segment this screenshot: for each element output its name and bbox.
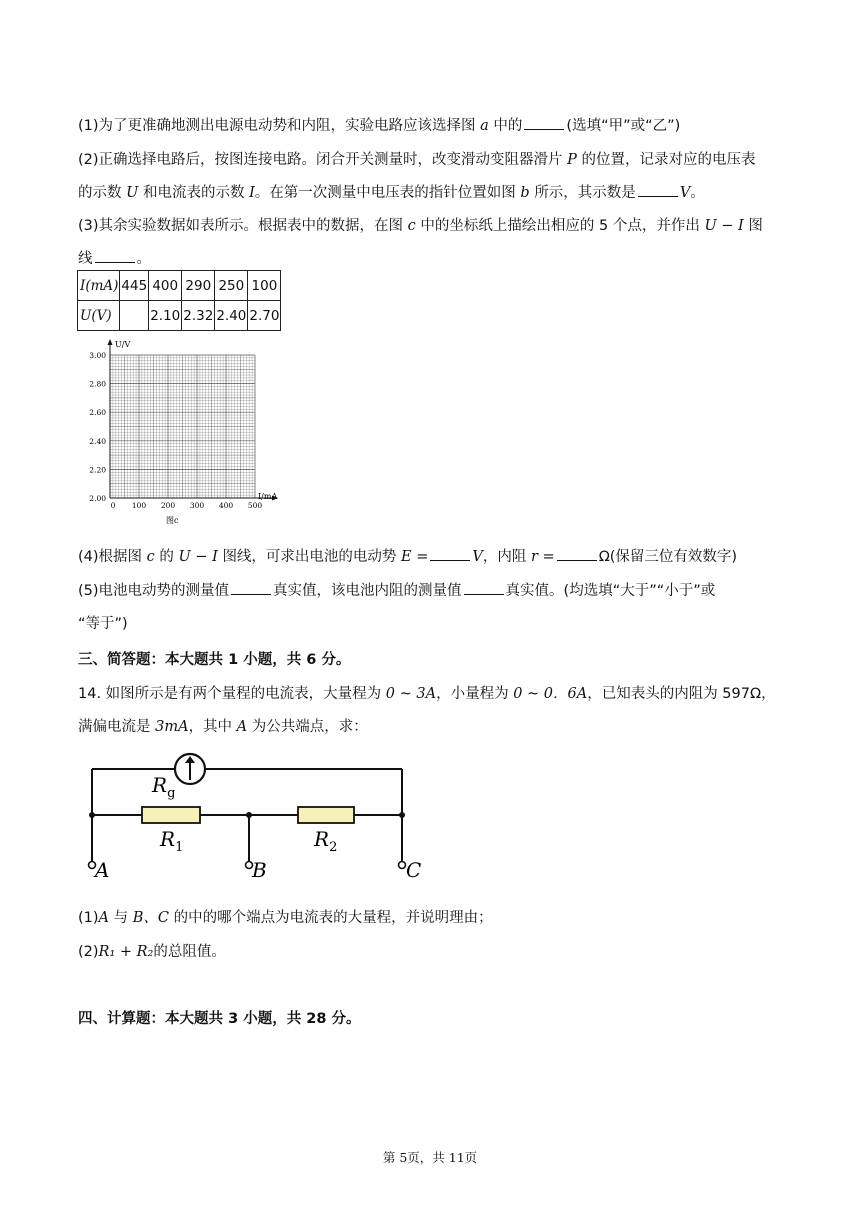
label-terminal-c: C (406, 858, 422, 882)
x-tick-label: 300 (189, 501, 205, 510)
y-axis-arrow (108, 339, 113, 345)
q13-part3-line1: (3)其余实验数据如表所示。根据表中的数据，在图 c 中的坐标纸上描绘出相应的 5 个点，并作出 U − I 图 (78, 218, 763, 234)
label-terminal-b: B (252, 858, 267, 882)
x-axis-label: I/mA (258, 492, 278, 501)
y-tick-label: 2.00 (89, 494, 106, 503)
q14-line1: 14. 如图所示是有两个量程的电流表，大量程为 0 ~ 3A，小量程为 0 ~ 0．6A，已知表头的内阻为 597Ω， (78, 686, 776, 702)
answer-blank[interactable] (557, 559, 597, 561)
table-header-I: I(mA) (78, 271, 120, 301)
q13-part2-line1: (2)正确选择电路后，按图连接电路。闭合开关测量时，改变滑动变阻器滑片 P 的位置，记录对应的电压表 (78, 152, 756, 168)
table-row (78, 301, 281, 331)
table-row (78, 271, 281, 301)
table-cell: 2.40 (215, 301, 248, 331)
table-cell: 400 (149, 271, 182, 301)
chart-axes (108, 339, 279, 501)
table-cell: 2.32 (182, 301, 215, 331)
var-a: a (480, 118, 489, 134)
y-tick-label: 2.20 (89, 465, 106, 475)
answer-blank[interactable] (638, 195, 678, 197)
label-rg: $R_g$ (152, 773, 176, 801)
y-axis-label: U/V (115, 340, 131, 349)
junction-dot (246, 812, 252, 818)
q13-part5-line2: “等于”) (78, 616, 128, 632)
circuit-diagram (80, 750, 430, 885)
y-tick-label: 2.60 (89, 408, 106, 418)
junction-dot (399, 812, 405, 818)
q14-sub2: (2)R₁ + R₂的总阻值。 (78, 944, 226, 960)
data-table (77, 270, 281, 331)
x-tick-label: 0 (110, 501, 116, 510)
chart-grid (110, 355, 255, 498)
section3-heading: 三、简答题：本大题共 1 小题，共 6 分。 (78, 652, 351, 668)
resistor-r2 (298, 807, 354, 823)
table-cell: 2.70 (248, 301, 281, 331)
q14-line2: 满偏电流是 3mA，其中 A 为公共端点，求： (78, 719, 368, 735)
answer-blank[interactable] (524, 128, 564, 130)
resistor-r1 (142, 807, 200, 823)
label-r2: $R_2$ (314, 827, 338, 855)
x-tick-label: 500 (247, 501, 263, 510)
x-tick-label: 200 (160, 501, 176, 510)
q13-part2-line2: 的示数 U 和电流表的示数 I。在第一次测量中电压表的指针位置如图 b 所示，其示数是 V。 (78, 185, 705, 201)
table-cell: 100 (248, 271, 281, 301)
table-header-U: U(V) (78, 301, 120, 331)
page-footer: 第 5页，共 11页 (382, 1150, 478, 1165)
y-tick-label: 3.00 (89, 351, 106, 360)
answer-blank[interactable] (95, 261, 135, 263)
y-tick-label: 2.40 (89, 436, 106, 446)
table-cell (120, 301, 149, 331)
label-terminal-a: A (95, 858, 110, 882)
x-tick-label: 100 (131, 501, 147, 510)
q13-part4: (4)根据图 c 的 U − I 图线，可求出电池的电动势 E = V，内阻 r = Ω(保留三位有效数字) (78, 549, 738, 565)
label-r1: $R_1$ (160, 827, 184, 855)
section4-heading: 四、计算题：本大题共 3 小题，共 28 分。 (78, 1011, 361, 1027)
terminal-c (399, 862, 406, 869)
q13-part5-line1: (5)电池电动势的测量值 真实值，该电池内阻的测量值 真实值。(均选填“大于”“小于”或 (78, 583, 716, 599)
y-tick-label: 2.80 (89, 379, 106, 389)
answer-blank[interactable] (231, 593, 271, 595)
graph-paper-chart (78, 338, 290, 528)
answer-blank[interactable] (430, 559, 470, 561)
q14-sub1: (1)A 与 B、C 的中的哪个端点为电流表的大量程，并说明理由； (78, 910, 493, 926)
table-cell: 250 (215, 271, 248, 301)
table-cell: 445 (120, 271, 149, 301)
table-cell: 2.10 (149, 301, 182, 331)
q13-part1: (1)为了更准确地测出电源电动势和内阻，实验电路应该选择图 a 中的 (选填“甲”或“乙”) (78, 118, 681, 134)
x-tick-label: 400 (218, 501, 234, 510)
junction-dot (89, 812, 95, 818)
q13-part3-line2: 线 。 (78, 251, 151, 267)
table-cell: 290 (182, 271, 215, 301)
chart-caption: 图c (166, 516, 179, 525)
answer-blank[interactable] (464, 593, 504, 595)
chart-ticks (89, 351, 262, 510)
